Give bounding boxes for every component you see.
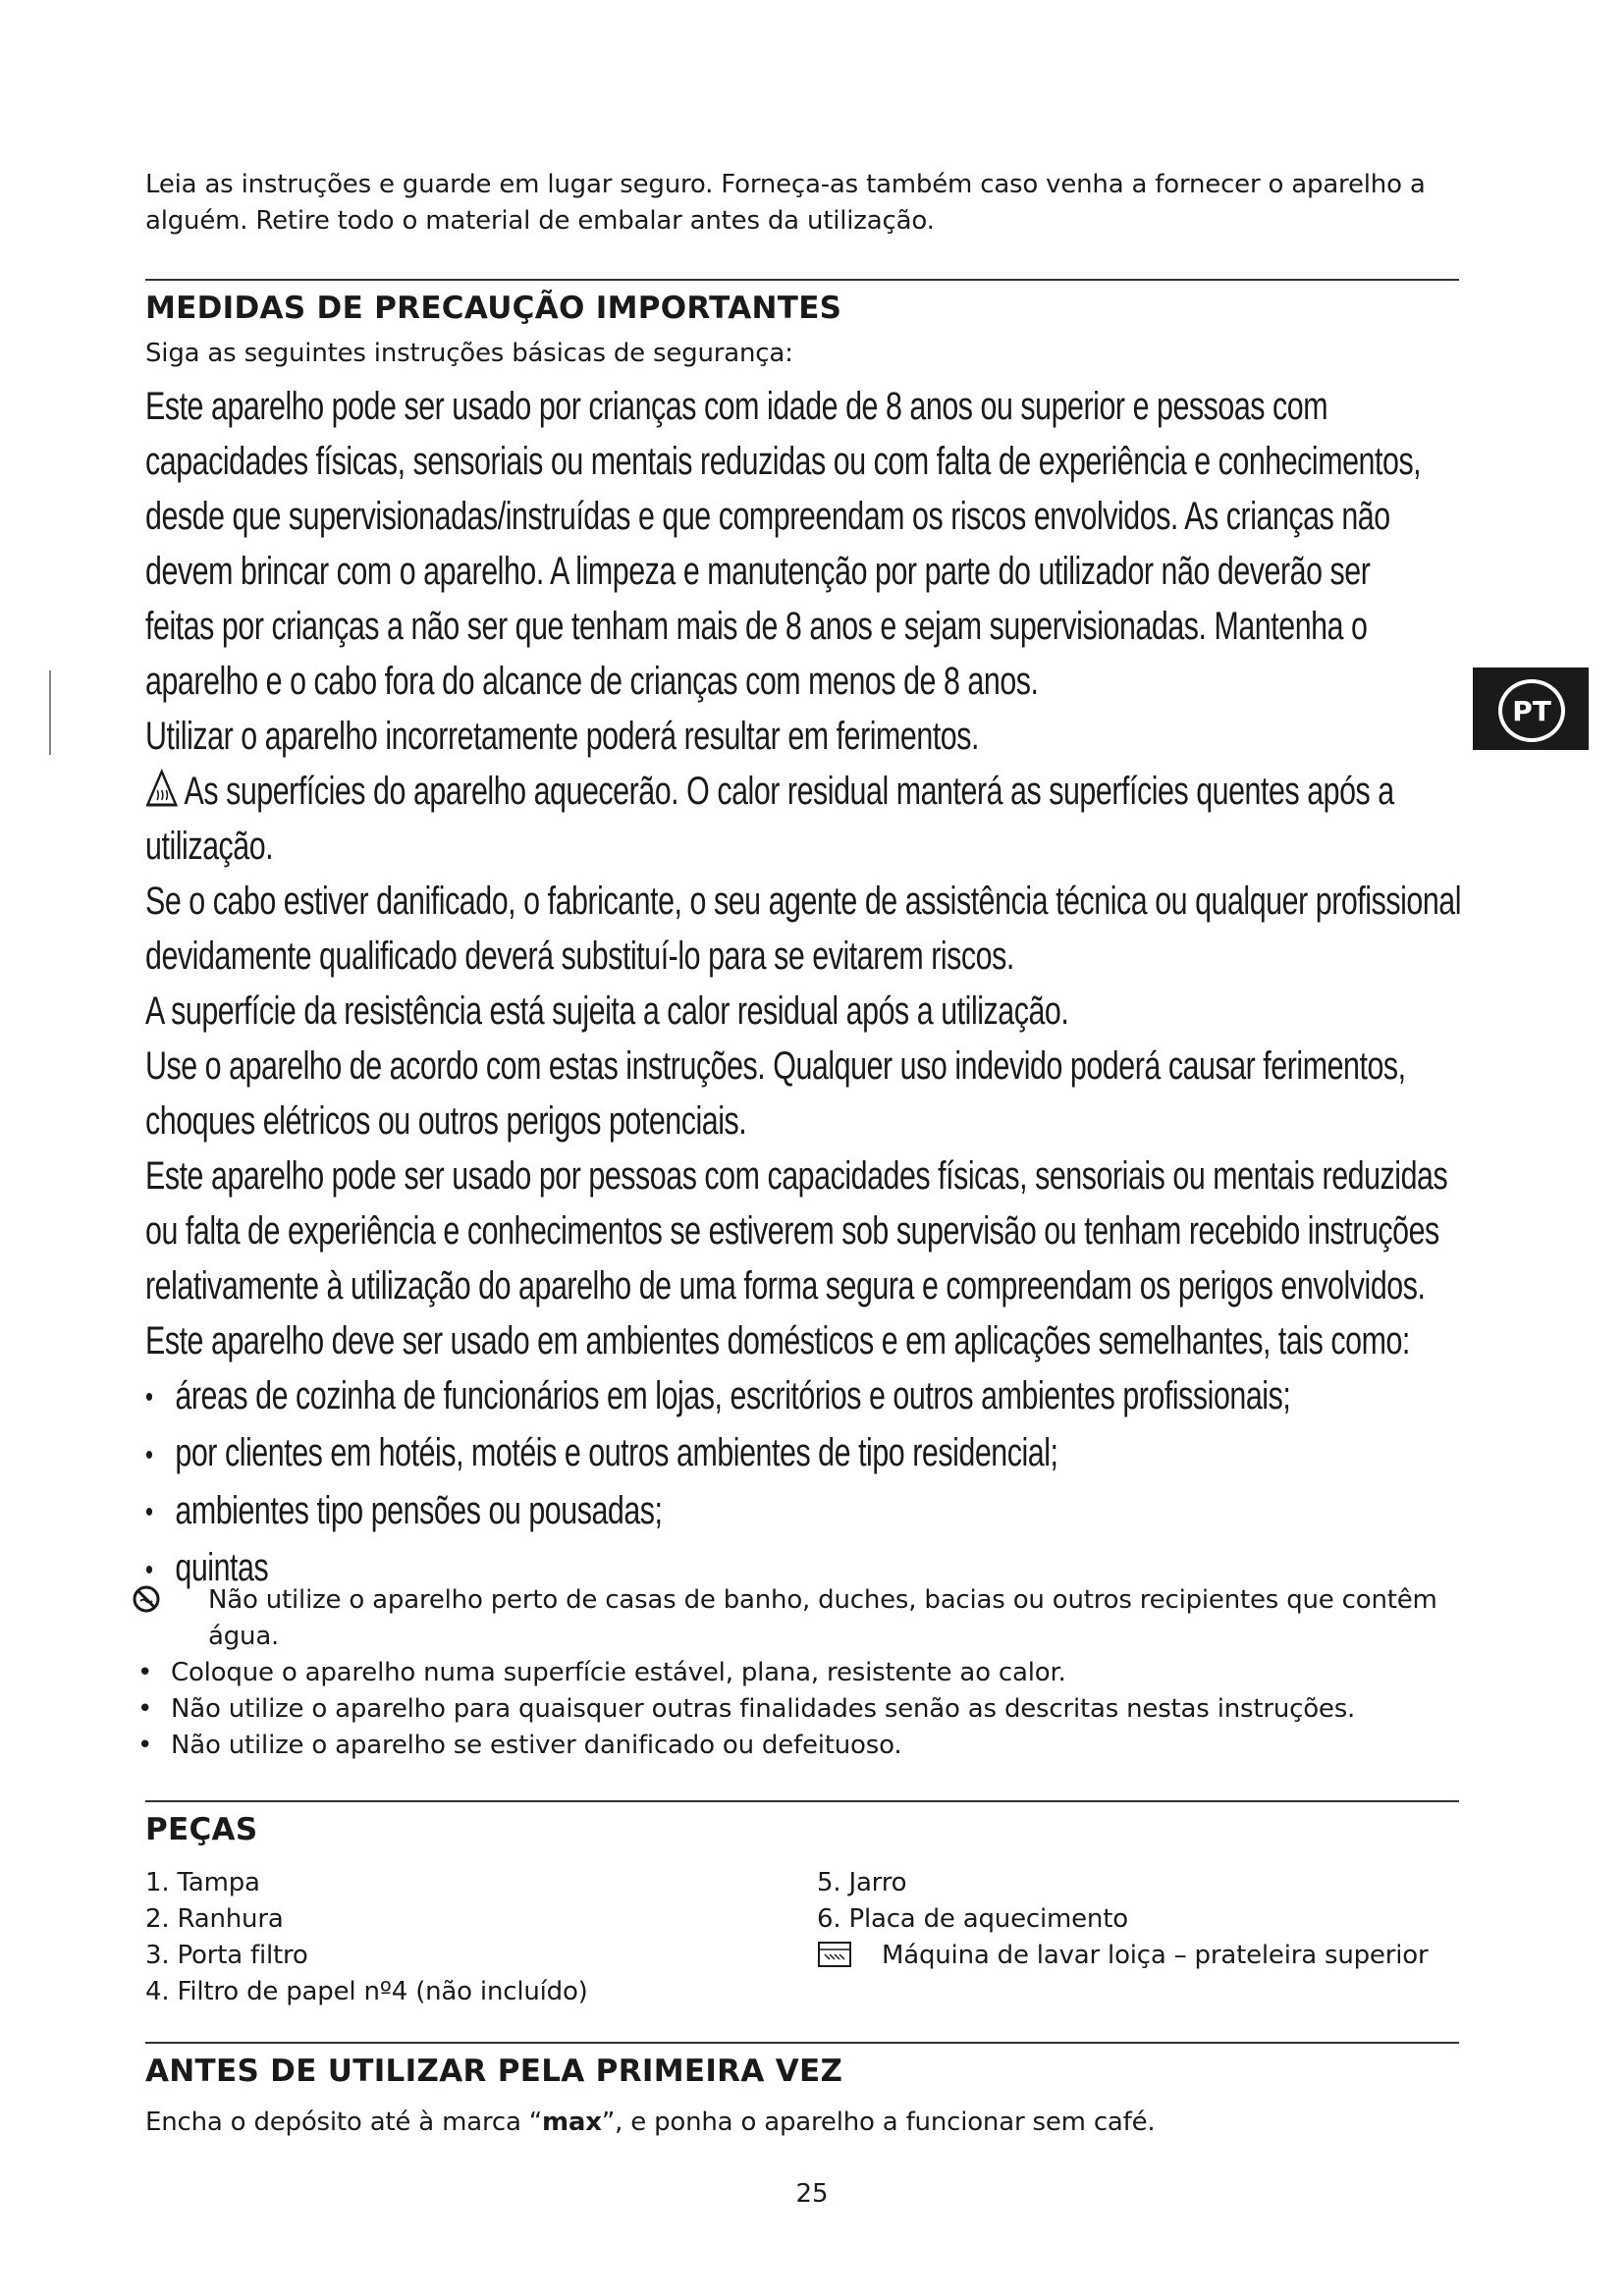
small-list-item [128, 1655, 1443, 1691]
part-item: 5. Jarro [817, 1868, 907, 1897]
body-line: choques elétricos ou outros perigos potenciais. [145, 1099, 747, 1143]
part-item: 2. Ranhura [145, 1904, 284, 1934]
no-water-icon [132, 1584, 161, 1614]
body-line: devidamente qualificado deverá substituí-lo para se evitarem riscos. [145, 934, 1014, 978]
bullet-dot: • [145, 1553, 153, 1586]
body-line: aparelho e o cabo fora do alcance de crianças com menos de 8 anos. [145, 660, 1039, 703]
list-item-text: quintas [175, 1546, 269, 1590]
body-line: Este aparelho pode ser usado por pessoas com capacidades físicas, sensoriais ou mentais reduzidas [145, 1154, 1448, 1198]
parts-list-left [145, 1865, 588, 2010]
part-item: 3. Porta filtro [145, 1941, 308, 1970]
section-divider [145, 2042, 1459, 2044]
margin-line [49, 670, 51, 755]
body-line: Este aparelho deve ser usado em ambientes domésticos e em aplicações semelhantes, tais como: [145, 1319, 1410, 1362]
body-line: Este aparelho pode ser usado por crianças com idade de 8 anos ou superior e pessoas com [145, 385, 1328, 428]
body-line: Utilizar o aparelho incorretamente poderá resultar em ferimentos. [145, 715, 980, 758]
parts-list-right [817, 1865, 1428, 1974]
precautions-heading: MEDIDAS DE PRECAUÇÃO IMPORTANTES [145, 291, 842, 326]
hot-surface-warning [145, 764, 1481, 819]
part-item: 6. Placa de aquecimento [817, 1904, 1128, 1934]
section-divider [145, 279, 1459, 281]
part-item: 4. Filtro de papel nº4 (não incluído) [145, 1977, 588, 2006]
intro-text [145, 167, 1451, 240]
bullet-dot: • [145, 1438, 153, 1471]
body-line: feitas por crianças a não ser que tenham mais de 8 anos e sejam supervisionadas. Mantenha o [145, 605, 1368, 648]
precautions-subtitle: Siga as seguintes instruções básicas de segurança: [145, 339, 793, 368]
first-use-text-part: ”, e ponha o aparelho a funcionar sem café. [601, 2108, 1156, 2137]
body-line: ou falta de experiência e conhecimentos se estiverem sob supervisão ou tenham recebido instruções [145, 1209, 1439, 1253]
body-line: utilização. [145, 825, 274, 868]
first-use-heading: ANTES DE UTILIZAR PELA PRIMEIRA VEZ [145, 2054, 843, 2089]
body-line: As superfícies do aparelho aquecerão. O calor residual manterá as superfícies quentes após a [184, 770, 1394, 813]
list-item-text: áreas de cozinha de funcionários em lojas, escritórios e outros ambientes profissionais; [175, 1374, 1291, 1417]
small-list-item [128, 1728, 1443, 1764]
list-item [145, 1483, 1481, 1540]
section-divider [145, 1800, 1459, 1802]
small-list-text: Não utilize o aparelho para quaisquer outras finalidades senão as descritas nestas instruções. [171, 1694, 1356, 1724]
no-water-icon-wrap [128, 1582, 208, 1655]
body-line: desde que supervisionadas/instruídas e que compreendam os riscos envolvidos. As crianças não [145, 495, 1390, 538]
list-item [145, 1425, 1481, 1482]
bullet-dot: • [137, 1731, 153, 1760]
first-use-text-part: Encha o depósito até à marca “ [145, 2108, 543, 2137]
water-warning-text [208, 1582, 1437, 1655]
dishwasher-note [817, 1938, 1428, 1974]
hot-surface-icon [145, 769, 178, 808]
small-list-text: Não utilize o aparelho se estiver danificado ou defeituoso. [171, 1731, 902, 1760]
body-line: relativamente à utilização do aparelho de uma forma segura e compreendam os perigos envolvidos. [145, 1264, 1426, 1308]
bullet-dot: • [137, 1658, 153, 1687]
small-list-text: Coloque o aparelho numa superfície estável, plana, resistente ao calor. [171, 1658, 1066, 1687]
list-item-text: ambientes tipo pensões ou pousadas; [175, 1488, 663, 1532]
body-line: Se o cabo estiver danificado, o fabricante, o seu agente de assistência técnica ou qualquer profissional [145, 880, 1462, 923]
part-item: 1. Tampa [145, 1868, 260, 1897]
precautions-body [145, 379, 1481, 1598]
language-badge [1473, 667, 1589, 750]
body-line: devem brincar com o aparelho. A limpeza e manutenção por parte do utilizador não deverão ser [145, 550, 1371, 593]
small-list-item [128, 1691, 1443, 1728]
body-line: capacidades físicas, sensoriais ou mentais reduzidas ou com falta de experiência e conhecimentos, [145, 440, 1422, 483]
max-mark: max [542, 2108, 602, 2137]
water-warning [128, 1582, 1443, 1655]
parts-heading: PEÇAS [145, 1812, 258, 1847]
bullet-dot: • [145, 1496, 153, 1529]
small-warnings [128, 1582, 1443, 1764]
language-badge-label: PT [1498, 679, 1565, 742]
intro-line: Leia as instruções e guarde em lugar seguro. Forneça-as também caso venha a fornecer o aparelho a [145, 170, 1426, 199]
body-line: A superfície da resistência está sujeita a calor residual após a utilização. [145, 989, 1069, 1033]
dishwasher-text: Máquina de lavar loiça – prateleira superior [882, 1941, 1429, 1970]
warning-line: Não utilize o aparelho perto de casas de banho, duches, bacias ou outros recipientes que contêm [208, 1585, 1437, 1615]
first-use-text [145, 2105, 1155, 2141]
page-number: 25 [795, 2179, 829, 2209]
intro-line: alguém. Retire todo o material de embalar antes da utilização. [145, 206, 935, 236]
dishwasher-icon [817, 1941, 852, 1968]
list-item-text: por clientes em hotéis, motéis e outros ambientes de tipo residencial; [175, 1431, 1058, 1475]
warning-line: água. [208, 1622, 280, 1651]
bullet-dot: • [145, 1381, 153, 1415]
body-line: Use o aparelho de acordo com estas instruções. Qualquer uso indevido poderá causar ferimentos, [145, 1044, 1406, 1088]
list-item [145, 1368, 1481, 1425]
bullet-dot: • [137, 1694, 153, 1724]
